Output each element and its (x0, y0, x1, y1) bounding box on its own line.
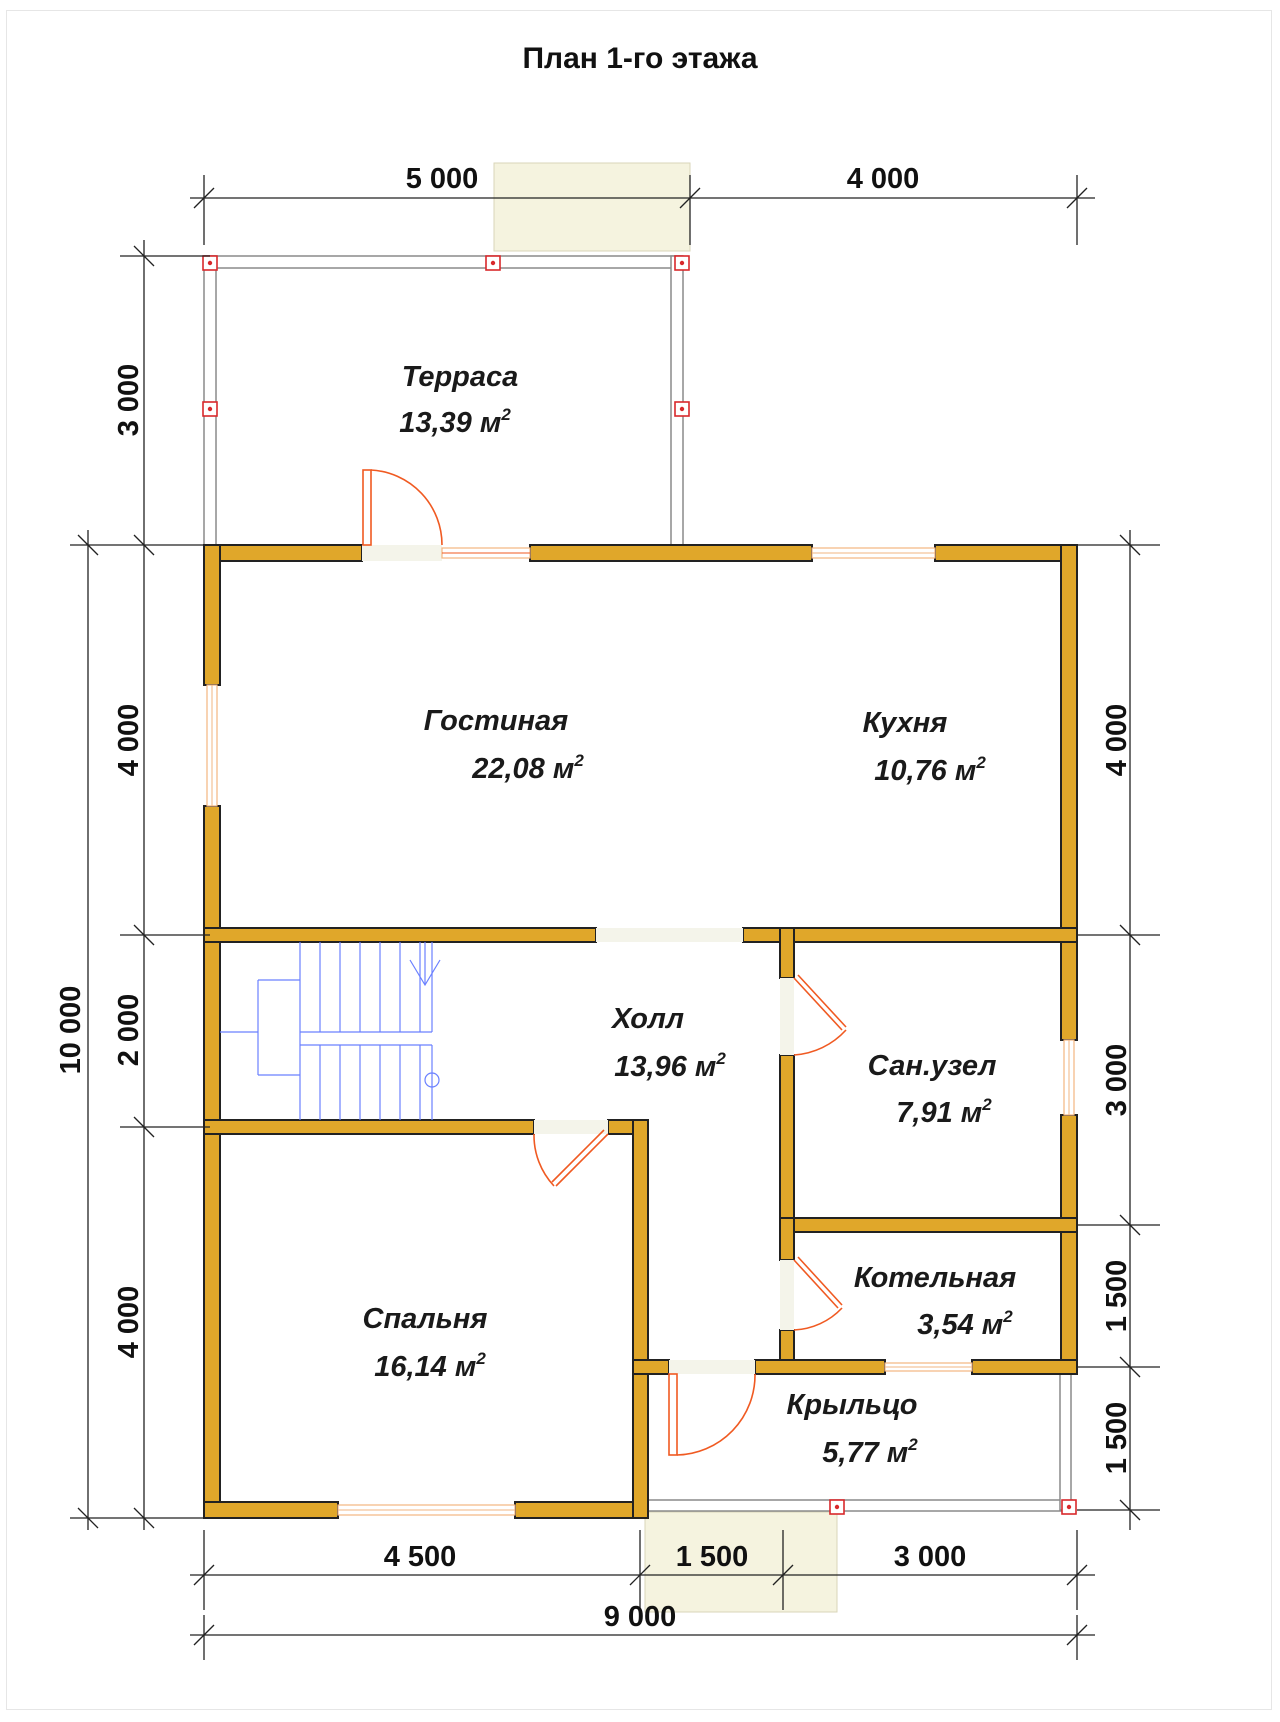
dim-left-terrace: 3 000 (113, 363, 145, 437)
bathroom-area: 7,91 $м^2$ (896, 1095, 992, 1129)
dim-top-right: 4 000 (846, 163, 920, 195)
openings (362, 545, 794, 1374)
dim-left-living: 4 000 (113, 703, 145, 777)
kitchen-name: Кухня (862, 707, 948, 739)
staircase (220, 942, 440, 1120)
dim-left-bedroom: 4 000 (113, 1285, 145, 1359)
dim-bottom-total: 9 000 (603, 1601, 677, 1633)
kitchen-area: 10,76 $м^2$ (874, 753, 986, 787)
dim-right-boiler: 1 500 (1101, 1259, 1133, 1333)
terrace-steps (494, 163, 690, 251)
bedroom-name: Спальня (362, 1303, 488, 1335)
dim-bottom-right: 3 000 (893, 1541, 967, 1573)
porch-name: Крыльцо (786, 1389, 918, 1421)
dim-bottom-left: 4 500 (383, 1541, 457, 1573)
dim-top-left: 5 000 (405, 163, 479, 195)
living-name: Гостиная (423, 705, 569, 737)
hall-name: Холл (611, 1003, 685, 1035)
boiler-name: Котельная (853, 1262, 1017, 1294)
porch-area: 5,77 $м^2$ (822, 1435, 918, 1469)
room-labels (363, 361, 1017, 1469)
dim-left-hall: 2 000 (113, 993, 145, 1067)
living-area: 22,08 $м^2$ (472, 751, 584, 785)
bathroom-name: Сан.узел (867, 1050, 997, 1082)
dimension-lines (70, 175, 1160, 1660)
plan-title: План 1-го этажа (522, 42, 758, 75)
dim-bottom-mid: 1 500 (675, 1541, 749, 1573)
terrace-area: 13,39 $м^2$ (399, 405, 511, 439)
terrace-door-swing (371, 470, 442, 545)
hall-area: 13,96 $м^2$ (614, 1049, 726, 1083)
dim-left-total: 10 000 (55, 985, 87, 1075)
terrace-name: Терраса (401, 361, 519, 393)
dim-right-porch: 1 500 (1101, 1401, 1133, 1475)
terrace-railing (204, 256, 683, 546)
bedroom-area: 16,14 $м^2$ (374, 1349, 486, 1383)
dim-right-bath: 3 000 (1101, 1043, 1133, 1117)
terrace-door-leaf (363, 470, 371, 545)
boiler-area: 3,54 $м^2$ (917, 1307, 1013, 1341)
dim-right-kitchen: 4 000 (1101, 703, 1133, 777)
